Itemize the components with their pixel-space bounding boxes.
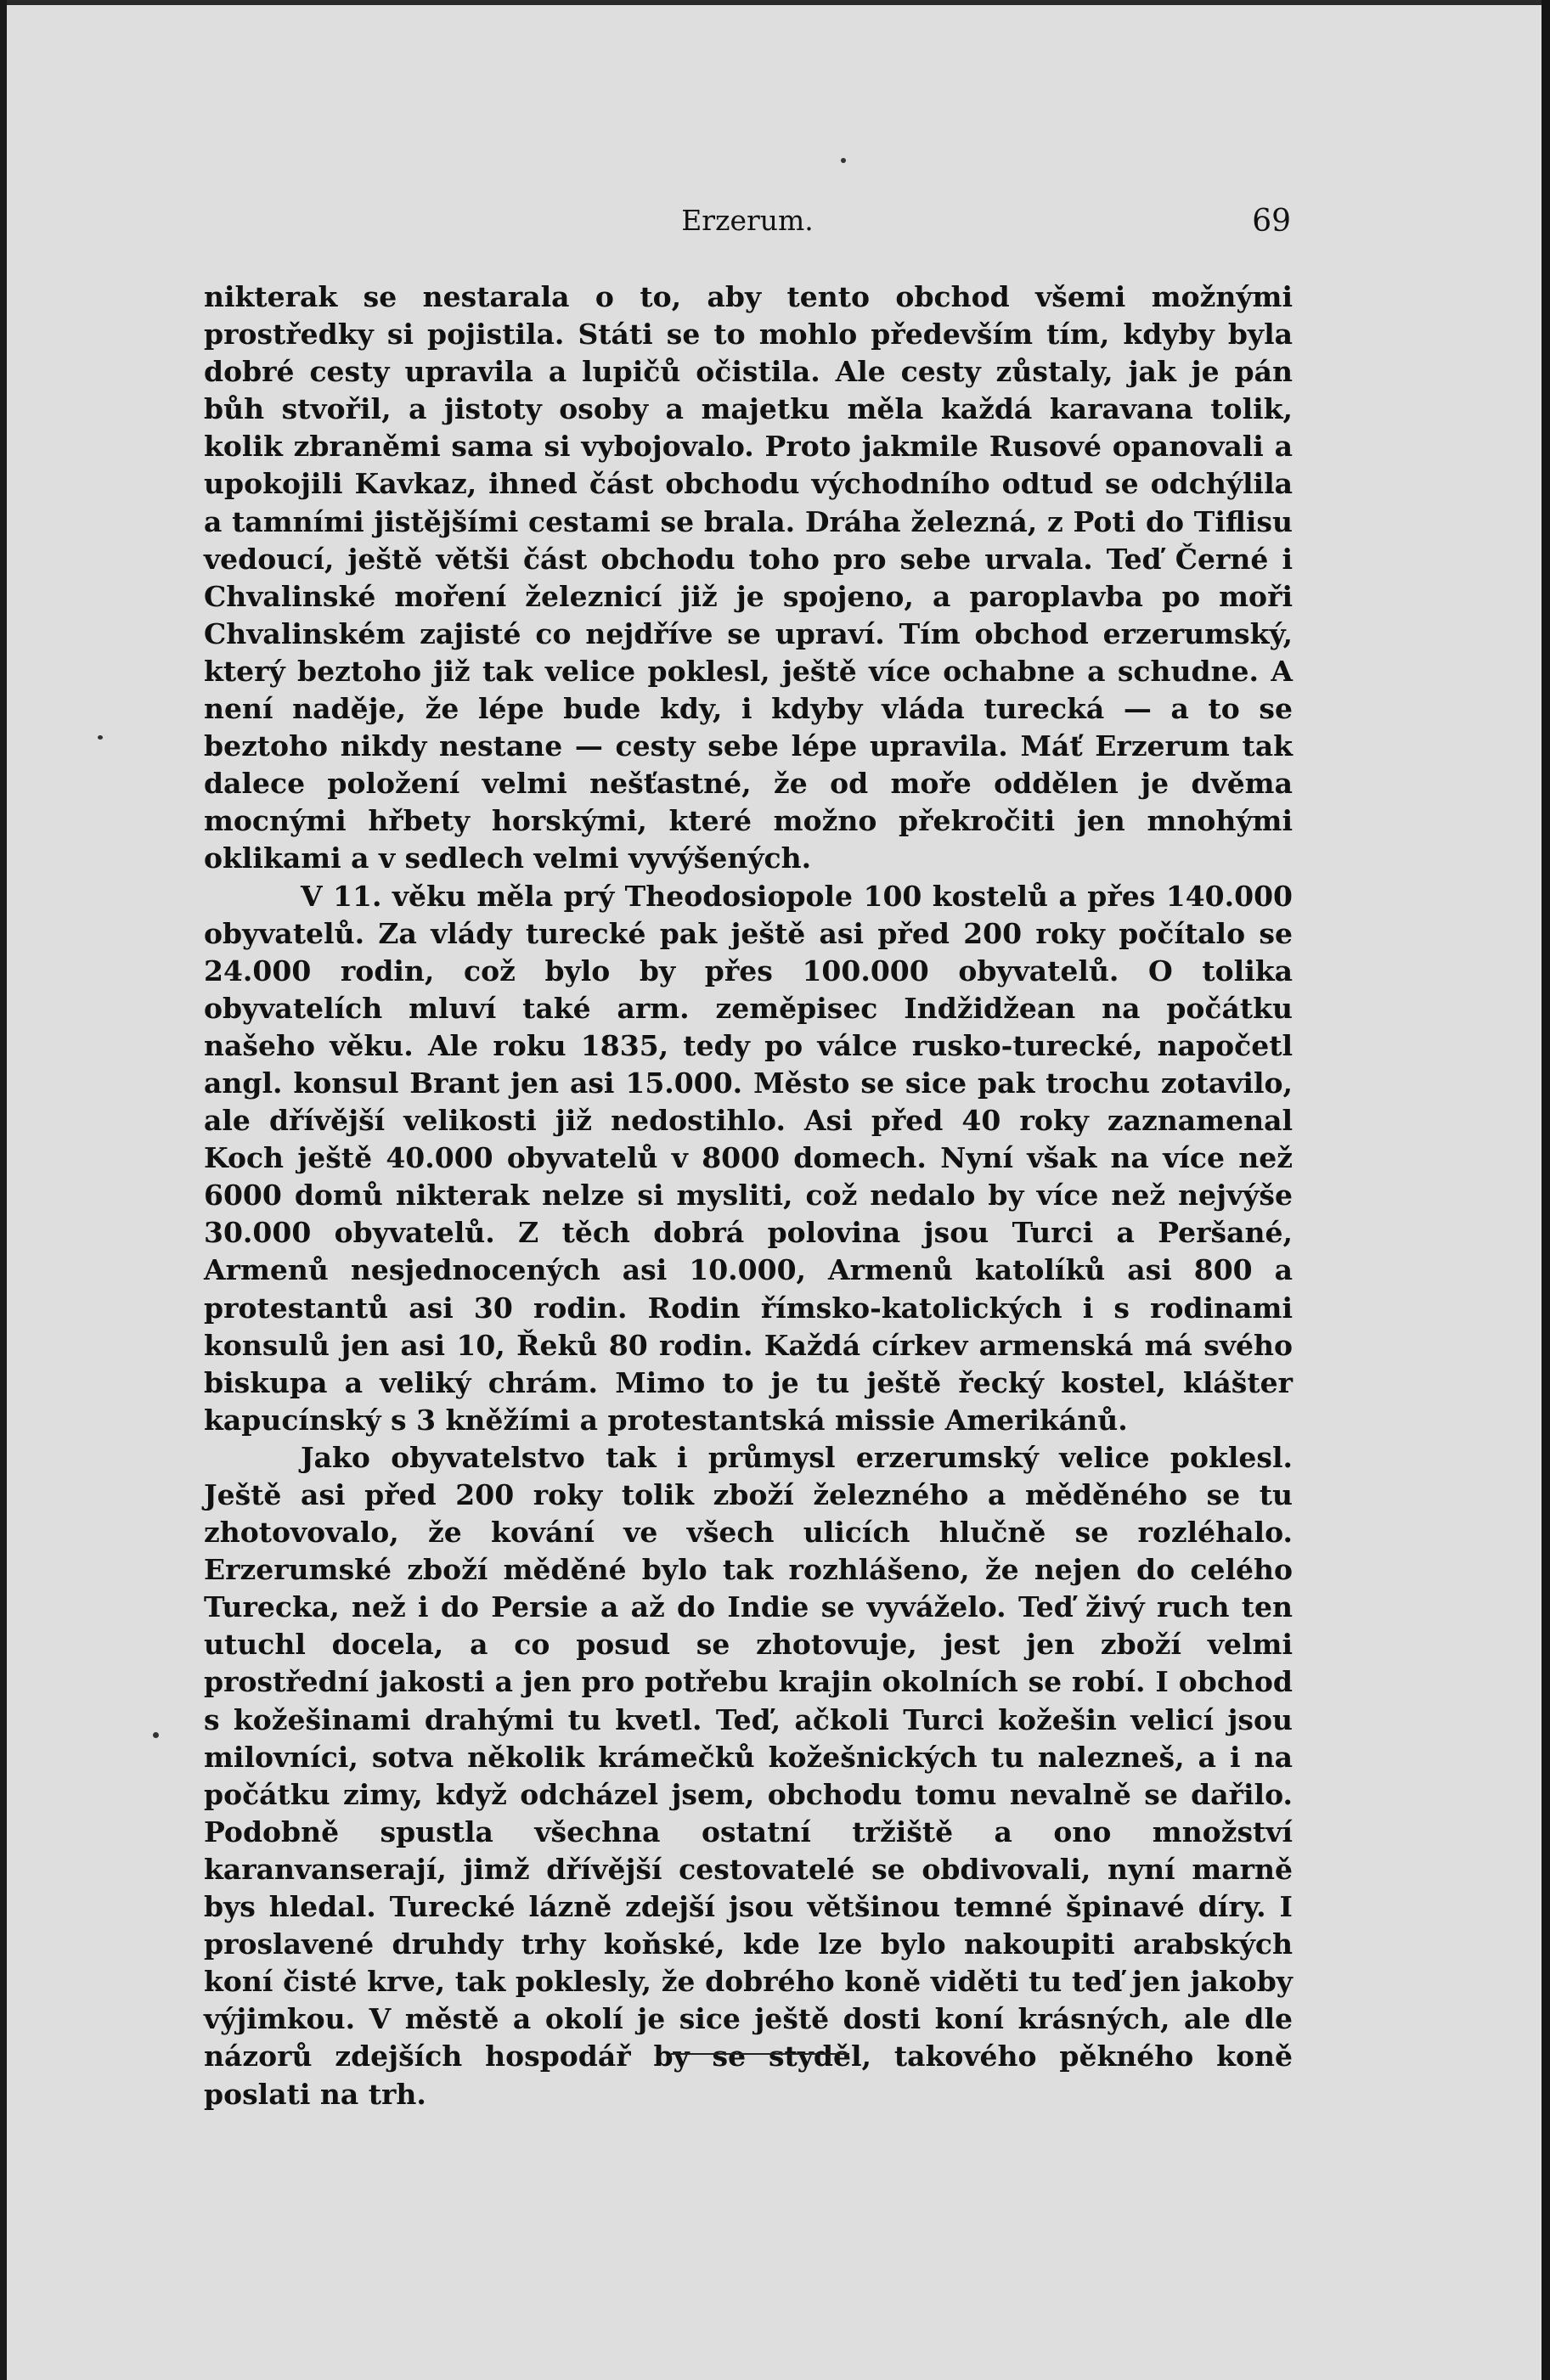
body-text [204, 279, 1293, 2113]
page-right-edge [1542, 0, 1550, 2380]
scan-speck [841, 158, 846, 163]
scan-speck [98, 735, 103, 740]
page-top-edge [0, 0, 1550, 5]
running-head: Erzerum. [681, 204, 814, 237]
paragraph-2: V 11. věku měla prý Theodosiopole 100 kostelů a přes 140.000 obyvatelů. Za vlády turecké pak ještě asi před 200 roky počítalo se 24.000 rodin, což bylo by přes 100.000 obyvatelů. O tolika obyvatelích mluví také arm. zeměpisec Indžidžean na počátku našeho věku. Ale roku 1835, tedy po válce rusko-turecké, napočetl angl. konsul Brant jen asi 15.000. Město se sice pak trochu zotavilo, ale dřívější velikosti již nedostihlo. Asi před 40 roky zaznamenal Koch ještě 40.000 obyvatelů v 8000 domech. Nyní však na více než 6000 domů nikterak nelze si mysliti, což nedalo by více než nejvýše 30.000 obyvatelů. Z těch dobrá polovina jsou Turci a Peršané, Armenů nesjednocených asi 10.000, Armenů katolíků asi 800 a protestantů asi 30 rodin. Rodin římsko-katolických i s rodinami konsulů jen asi 10, Řeků 80 rodin. Každá církev armenská má svého biskupa a veliký chrám. Mimo to je tu ještě řecký kostel, klášter kapucínský s 3 kněžími a protestantská missie Amerikánů. [204, 879, 1293, 1437]
paragraph-1: nikterak se nestarala o to, aby tento obchod všemi možnými prostředky si pojistila. Státi se to mohlo především tím, kdyby byla dobré cesty upravila a lupičů očistila. Ale cesty zůstaly, jak je pán bůh stvořil, a jistoty osoby a majetku měla každá karavana tolik, kolik zbraněmi sama si vybojovalo. Proto jakmile Rusové opanovali a upokojili Kavkaz, ihned část obchodu východního odtud se odchýlila a tamními jistějšími cestami se brala. Dráha železná, z Poti do Tiflisu vedoucí, ještě větši část obchodu toho pro sebe urvala. Teď Černé i Chvalinské moření železnicí již je spojeno, a paroplavba po moři Chvalinském zajisté co nejdříve se upraví. Tím obchod erzerumský, který beztoho již tak velice poklesl, ještě více ochabne a schudne. A není naděje, že lépe bude kdy, i kdyby vláda turecká — a to se beztoho nikdy nestane — cesty sebe lépe upravila. Máť Erzerum tak dalece položení velmi nešťastné, že od moře oddělen je dvěma mocnými hřbety horskými, které možno překročiti jen mnohými oklikami a v sedlech velmi vyvýšených. [204, 280, 1293, 875]
page-left-edge [0, 0, 7, 2380]
page-number: 69 [1252, 204, 1291, 239]
end-rule [671, 2053, 849, 2055]
paragraph-3: Jako obyvatelstvo tak i průmysl erzerumský velice poklesl. Ještě asi před 200 roky tolik zboží železného a měděného se tu zhotovovalo, že kování ve všech ulicích hlučně se rozléhalo. Erzerumské zboží měděné bylo tak rozhlášeno, že nejen do celého Turecka, než i do Persie a až do Indie se vyváželo. Teď živý ruch ten utuchl docela, a co posud se zhotovuje, jest jen zboží velmi prostřední jakosti a jen pro potřebu krajin okolních se robí. I obchod s kožešinami drahými tu kvetl. Teď, ačkoli Turci kožešin velicí jsou milovníci, sotva několik krámečků kožešnických tu nalezneš, a i na počátku zimy, když odcházel jsem, obchodu tomu nevalně se dařilo. Podobně spustla všechna ostatní tržiště a ono množství karanvanserají, jimž dřívější cestovatelé se obdivovali, nyní marně bys hledal. Turecké lázně zdejší jsou většinou temné špinavé díry. I proslavené druhdy trhy koňské, kde lze bylo nakoupiti arabských koní čisté krve, tak poklesly, že dobrého koně viděti tu teď jen jakoby výjimkou. V městě a okolí je sice ještě dosti koní krásných, ale dle názorů zdejších hospodář by se styděl, takového pěkného koně poslati na trh. [204, 1440, 1293, 2111]
page-header [204, 195, 1291, 246]
scan-speck [153, 1732, 159, 1738]
